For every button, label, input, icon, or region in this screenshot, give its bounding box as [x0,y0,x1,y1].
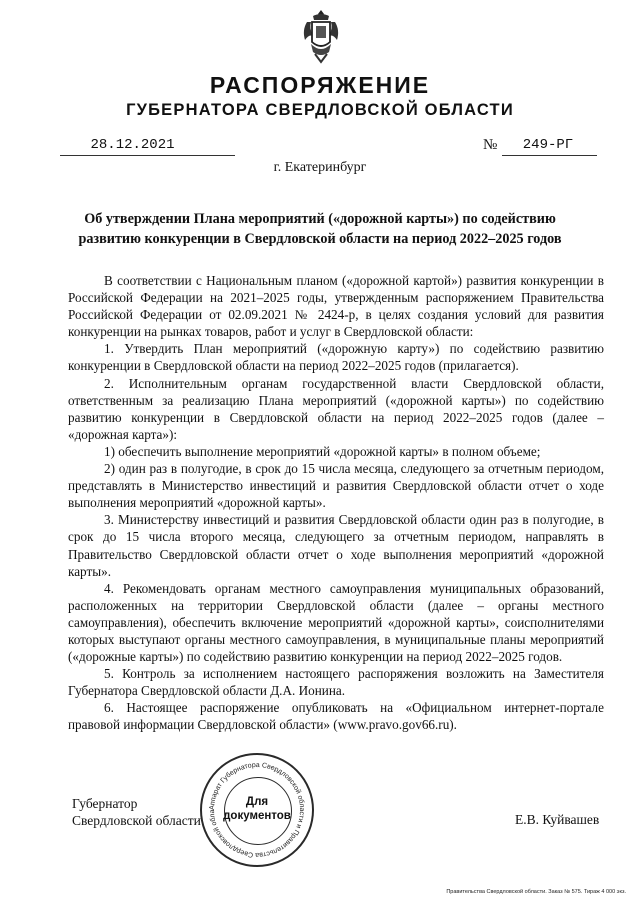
paragraph-item-2: 2. Исполнительным органам государственной власти Свердловской области, ответственным за реализацию Плана мероприятий («дорожной карты») по содействию развитию конкуренции в Свердловской области на период 2022–2025 годов (далее – «дорожная карта»): [68,375,604,442]
paragraph-item-1: 1. Утвердить План мероприятий («дорожную карту») по содействию развитию конкуренции в Свердловской области на период 2022–2025 годов (прилагается). [68,341,604,374]
stamp-ring-label: Аппарат Губернатора Свердловской области и Правительства Свердловской обла [208,761,306,859]
issuer-subtitle: ГУБЕРНАТОРА СВЕРДЛОВСКОЙ ОБЛАСТИ [126,101,514,119]
paragraph-item-2-1: 1) обеспечить выполнение мероприятий «дорожной карты» в полном объеме; [104,443,541,459]
paragraph-item-2-2: 2) один раз в полугодие, в срок до 15 числа месяца, следующего за отчетным периодом, представлять в Министерство инвестиций и развития Свердловской области отчет о ходе выполнения мероприятий «дорожной карты». [68,461,604,511]
document-body [68,272,604,734]
document-number: 249-РГ [522,137,574,153]
paragraph-item-5: 5. Контроль за исполнением настоящего распоряжения возложить на Заместителя Губернатора Свердловской области Д.А. Ионина. [68,666,604,699]
number-underline [502,155,597,156]
date-underline [60,155,235,156]
position-line-1: Губернатор [72,796,138,811]
stamp-line-2: документов [223,810,291,822]
paragraph-preamble: В соответствии с Национальным планом («дорожной картой») развития конкуренции в Российской Федерации на 2021–2025 годы, утвержденным распоряжением Правительства Российской Федерации от 02.09.2021 № 2424-р, в целях создания условий для развития конкуренции на рынках товаров, работ и услуг в Свердловской области: [68,273,604,340]
city-label: г. Екатеринбург [273,160,367,175]
print-footer-note: Правительства Свердловской области. Заказ № 575. Тираж 4 000 экз. [446,889,626,895]
coat-of-arms-icon [299,8,343,64]
number-sign: № [483,137,498,153]
official-stamp [200,753,314,867]
paragraph-item-3: 3. Министерству инвестиций и развития Свердловской области один раз в полугодие, в срок до 15 числа второго месяца, следующего за отчетным периодом, направлять в Правительство Свердловской области отчет о ходе выполнения мероприятий «дорожной карты». [68,512,604,579]
signatory-position [72,795,201,829]
document-heading: Об утверждении Плана мероприятий («дорожной карты») по содействию развитию конкуренции в Свердловской области на период 2022–2025 годов [78,211,562,247]
paragraph-item-6: 6. Настоящее распоряжение опубликовать на «Официальном интернет-портале правовой информации Свердловской области» (www.pravo.gov66.ru). [68,700,604,733]
paragraph-item-4: 4. Рекомендовать органам местного самоуправления муниципальных образований, расположенных на территории Свердловской области (далее – органы местного самоуправления), обеспечить включение мероприятий «дорожной карты», соисполнителями которых выступают органы местного самоуправления, в муниципальные планы мероприятий («дорожные карты») по содействию развитию конкуренции на период 2022–2025 годов. [68,580,604,665]
stamp-line-1: Для [245,796,269,808]
signatory-name: Е.В. Куйвашев [515,812,600,827]
document-type-title: РАСПОРЯЖЕНИЕ [209,72,431,98]
position-line-2: Свердловской области [72,813,201,828]
document-date: 28.12.2021 [90,137,175,153]
